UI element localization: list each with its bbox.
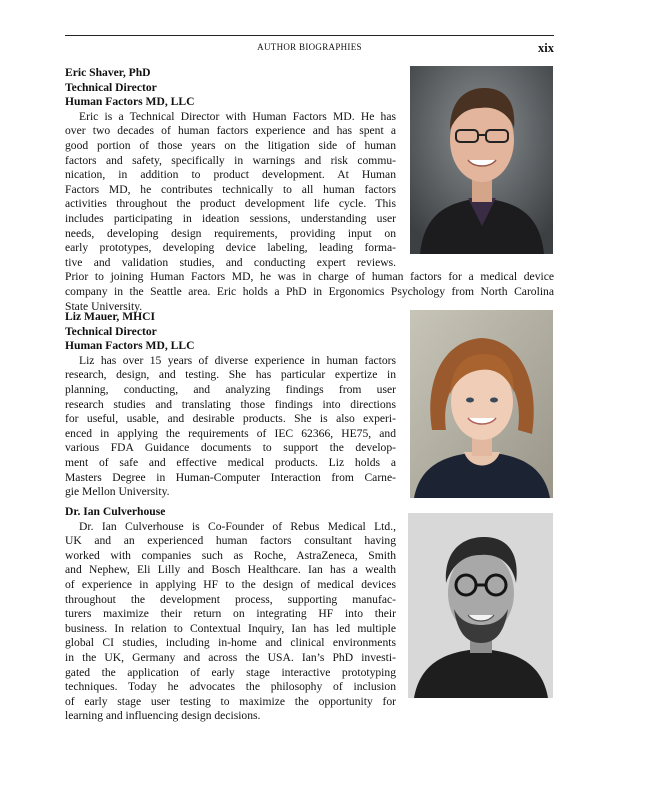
bio-line: of early stage user testing to maximize the opportunity for bbox=[65, 694, 396, 708]
bio-line: learning and influencing design decisions. bbox=[65, 709, 261, 723]
bio-line: Liz has over 15 years of diverse experience in human factors bbox=[79, 353, 396, 367]
bio-line: various FDA Guidance documents to support the develop- bbox=[65, 441, 396, 455]
bio-line: and Nephew, Eli Lilly and Bosch Healthcare. Ian has a wealth bbox=[65, 563, 396, 577]
bio-line: over two decades of human factors experience and has spent a bbox=[65, 124, 396, 138]
bio-line: good portion of those years on the litigation side of human bbox=[65, 138, 396, 152]
bio-company: Human Factors MD, LLC bbox=[65, 95, 195, 109]
bio-line: throughout the development process, supporting manufac- bbox=[65, 592, 396, 606]
bio-line: techniques. Today he advocates the philosophy of inclusion bbox=[65, 680, 396, 694]
running-title: AUTHOR BIOGRAPHIES bbox=[257, 42, 362, 52]
bio-line: activities throughout the product development life cycle. This bbox=[65, 197, 396, 211]
bio-name: Eric Shaver, PhD bbox=[65, 66, 151, 79]
bio-line: of experience in applying HF to the design of medical devices bbox=[65, 577, 396, 591]
bio-line: Prior to joining Human Factors MD, he was in charge of human factors for a medical device bbox=[65, 270, 554, 284]
bio-line: nication, in addition to product development. At Human bbox=[65, 168, 396, 182]
portrait-liz-mauer bbox=[410, 310, 553, 498]
bio-line: in the UK, Germany and across the USA. Ian’s PhD investi- bbox=[65, 650, 396, 664]
bio-line: ment of safe and effective medical products. Liz holds a bbox=[65, 455, 396, 469]
bio-line: early prototypes, developing device labeling, leading forma- bbox=[65, 241, 396, 255]
bio-line: business. In relation to Contextual Inquiry, Ian has led multiple bbox=[65, 621, 396, 635]
bio-role: Technical Director bbox=[65, 324, 157, 338]
bio-line: research, design, and testing. She has particular expertize in bbox=[65, 368, 396, 382]
bio-line: research studies and translating those findings into directions bbox=[65, 397, 396, 411]
header-rule bbox=[65, 35, 554, 36]
page-number: xix bbox=[538, 41, 554, 55]
running-head bbox=[65, 42, 554, 56]
portrait-eric-shaver bbox=[410, 66, 553, 254]
bio-line: State University. bbox=[65, 299, 143, 313]
bio-line: for useful, usable, and desirable products. She is also experi- bbox=[65, 412, 396, 426]
bio-company: Human Factors MD, LLC bbox=[65, 339, 195, 353]
bio-name: Dr. Ian Culverhouse bbox=[65, 505, 166, 518]
bio-liz-mauer bbox=[65, 310, 396, 500]
bio-line: planning, conducting, and analyzing findings from user bbox=[65, 382, 396, 396]
bio-line: needs, developing design requirements, providing input on bbox=[65, 226, 396, 240]
bio-line: UK and an experienced human factors consultant having bbox=[65, 534, 396, 548]
bio-role: Technical Director bbox=[65, 80, 157, 94]
bio-body bbox=[65, 354, 396, 500]
bio-line: Factors MD, he contributes technically to all human factors bbox=[65, 182, 396, 196]
bio-line: Eric is a Technical Director with Human Factors MD. He has bbox=[79, 109, 396, 123]
bio-line: company in the Seattle area. Eric holds a PhD in Ergonomics Psychology from North Carolina bbox=[65, 284, 554, 298]
bio-line: factors and safety, specifically in warnings and risk commu- bbox=[65, 153, 396, 167]
bio-line: includes participating in ideation sessions, understanding user bbox=[65, 211, 396, 225]
bio-line: worked with companies such as Roche, AstraZeneca, Smith bbox=[65, 548, 396, 562]
bio-line: gie Mellon University. bbox=[65, 485, 170, 499]
bio-line: turers maximize their return on integrating HF into their bbox=[65, 607, 396, 621]
bio-line: global CI studies, including in-home and clinical environments bbox=[65, 636, 396, 650]
bio-line: Masters Degree in Human-Computer Interaction from Carne- bbox=[65, 470, 396, 484]
bio-ian-culverhouse bbox=[65, 505, 396, 724]
bio-line: tive and validation studies, and conducting expert reviews. bbox=[65, 255, 396, 269]
portrait-ian-culverhouse bbox=[408, 513, 553, 698]
bio-line: Dr. Ian Culverhouse is Co-Founder of Rebus Medical Ltd., bbox=[79, 519, 396, 533]
bio-name: Liz Mauer, MHCI bbox=[65, 310, 156, 323]
bio-body bbox=[65, 520, 396, 724]
bio-line: gated the application of early stage interactive prototyping bbox=[65, 665, 396, 679]
bio-line: enced in applying the requirements of IEC 62366, HE75, and bbox=[65, 426, 396, 440]
